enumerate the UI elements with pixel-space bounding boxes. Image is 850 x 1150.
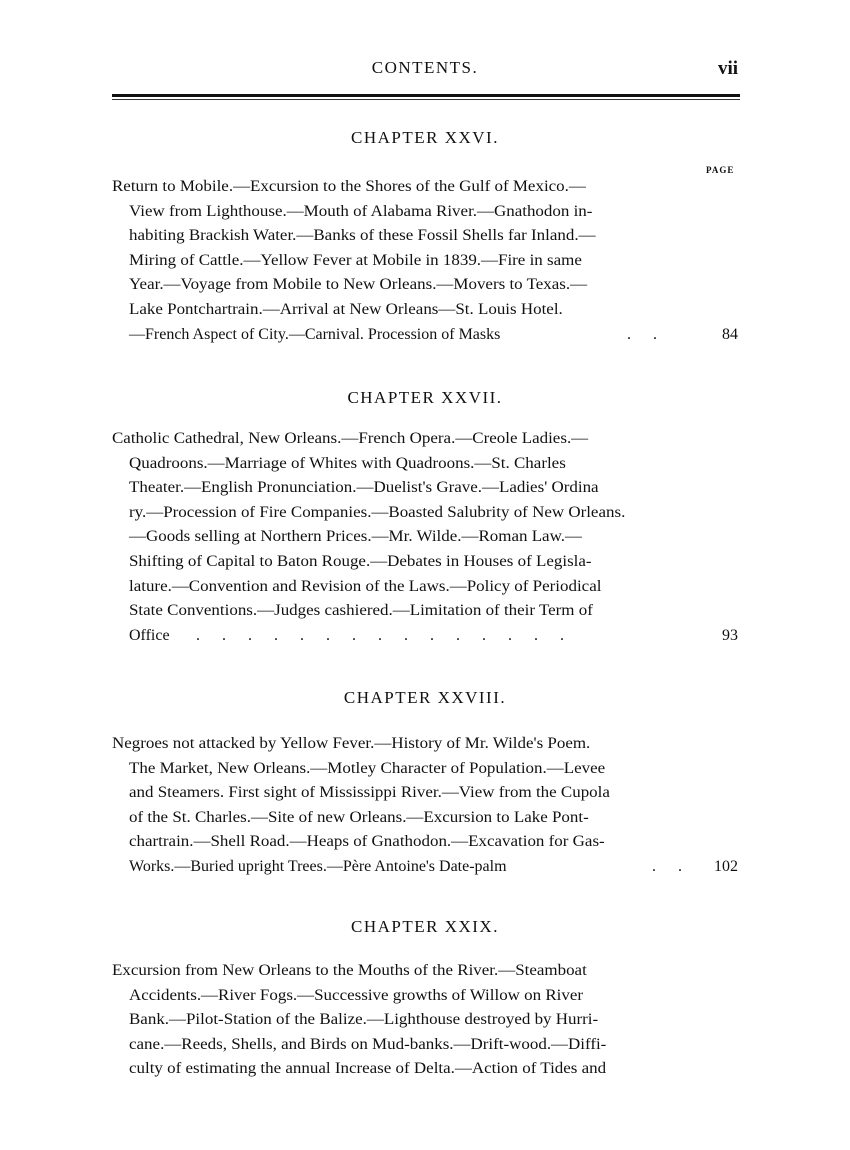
- entry-line: Shifting of Capital to Baton Rouge.—Debates in Houses of Legisla-: [129, 552, 592, 570]
- entry-line: Excursion from New Orleans to the Mouths of the River.—Steamboat: [112, 962, 587, 979]
- entry-line: View from Lighthouse.—Mouth of Alabama River.—Gnathodon in-: [129, 202, 593, 220]
- page-header: [0, 58, 850, 88]
- entry-line: cane.—Reeds, Shells, and Birds on Mud-banks.—Drift-wood.—Diffi-: [129, 1035, 607, 1053]
- toc-entry-chapter-28: [112, 732, 738, 880]
- entry-line: Quadroons.—Marriage of Whites with Quadroons.—St. Charles: [129, 454, 566, 472]
- entry-line: State Conventions.—Judges cashiered.—Limitation of their Term of: [129, 602, 593, 620]
- toc-page-number: 102: [714, 857, 738, 875]
- entry-line: ry.—Procession of Fire Companies.—Boasted Salubrity of New Orleans.: [129, 503, 626, 521]
- toc-page-number: 93: [722, 626, 738, 644]
- entry-line: chartrain.—Shell Road.—Heaps of Gnathodon.—Excavation for Gas-: [129, 833, 605, 851]
- entry-line: culty of estimating the annual Increase of Delta.—Action of Tides and: [129, 1060, 607, 1078]
- entry-line: Theater.—English Pronunciation.—Duelist's Grave.—Ladies' Ordina: [129, 479, 599, 497]
- toc-entry-chapter-27: [112, 427, 738, 648]
- entry-line: Accidents.—River Fogs.—Successive growths of Willow on River: [129, 986, 584, 1004]
- running-head: CONTENTS.: [371, 58, 479, 77]
- entry-line: The Market, New Orleans.—Motley Character of Population.—Levee: [129, 759, 606, 777]
- entry-line: Negroes not attacked by Yellow Fever.—History of Mr. Wilde's Poem.: [112, 735, 591, 752]
- dot-leader: . . . . . . . . . . . . . . .: [196, 626, 573, 644]
- chapter-heading: CHAPTER XXVII.: [347, 388, 503, 407]
- entry-line: Miring of Cattle.—Yellow Fever at Mobile in 1839.—Fire in same: [129, 251, 582, 269]
- dot-leader: . .: [627, 325, 666, 343]
- toc-entry-chapter-26: [112, 175, 738, 347]
- toc-entry-chapter-29: [112, 959, 738, 1082]
- entry-line: —French Aspect of City.—Carnival. Procession of Masks . . 84: [112, 323, 738, 348]
- entry-line: Return to Mobile.—Excursion to the Shores of the Gulf of Mexico.—: [112, 178, 586, 195]
- entry-line: Lake Pontchartrain.—Arrival at New Orleans—St. Louis Hotel.: [129, 300, 563, 318]
- entry-line: habiting Brackish Water.—Banks of these Fossil Shells far Inland.—: [129, 227, 596, 245]
- entry-line: Catholic Cathedral, New Orleans.—French Opera.—Creole Ladies.—: [112, 430, 589, 447]
- entry-line: lature.—Convention and Revision of the Laws.—Policy of Periodical: [129, 577, 602, 595]
- chapter-heading: CHAPTER XXIX.: [351, 917, 499, 936]
- entry-line: Works.—Buried upright Trees.—Père Antoine's Date-palm . . 102: [112, 855, 738, 880]
- chapter-heading: CHAPTER XXVIII.: [343, 688, 507, 707]
- entry-line: of the St. Charles.—Site of new Orleans.—Excursion to Lake Pont-: [129, 808, 589, 826]
- header-rule-thin: [112, 99, 740, 100]
- entry-line: Office . . . . . . . . . . . . . . . 93: [112, 624, 738, 649]
- entry-line: —Goods selling at Northern Prices.—Mr. Wilde.—Roman Law.—: [129, 528, 582, 546]
- page-number: vii: [717, 58, 738, 79]
- entry-line: Bank.—Pilot-Station of the Balize.—Lighthouse destroyed by Hurri-: [129, 1011, 599, 1029]
- chapter-heading: CHAPTER XXVI.: [351, 128, 499, 147]
- dot-leader: . .: [652, 857, 691, 875]
- entry-line: Year.—Voyage from Mobile to New Orleans.—Movers to Texas.—: [129, 276, 588, 294]
- page-column-label: PAGE: [706, 165, 735, 175]
- toc-page-number: 84: [722, 325, 738, 343]
- header-rule: [112, 94, 740, 97]
- entry-line: and Steamers. First sight of Mississippi River.—View from the Cupola: [129, 784, 610, 802]
